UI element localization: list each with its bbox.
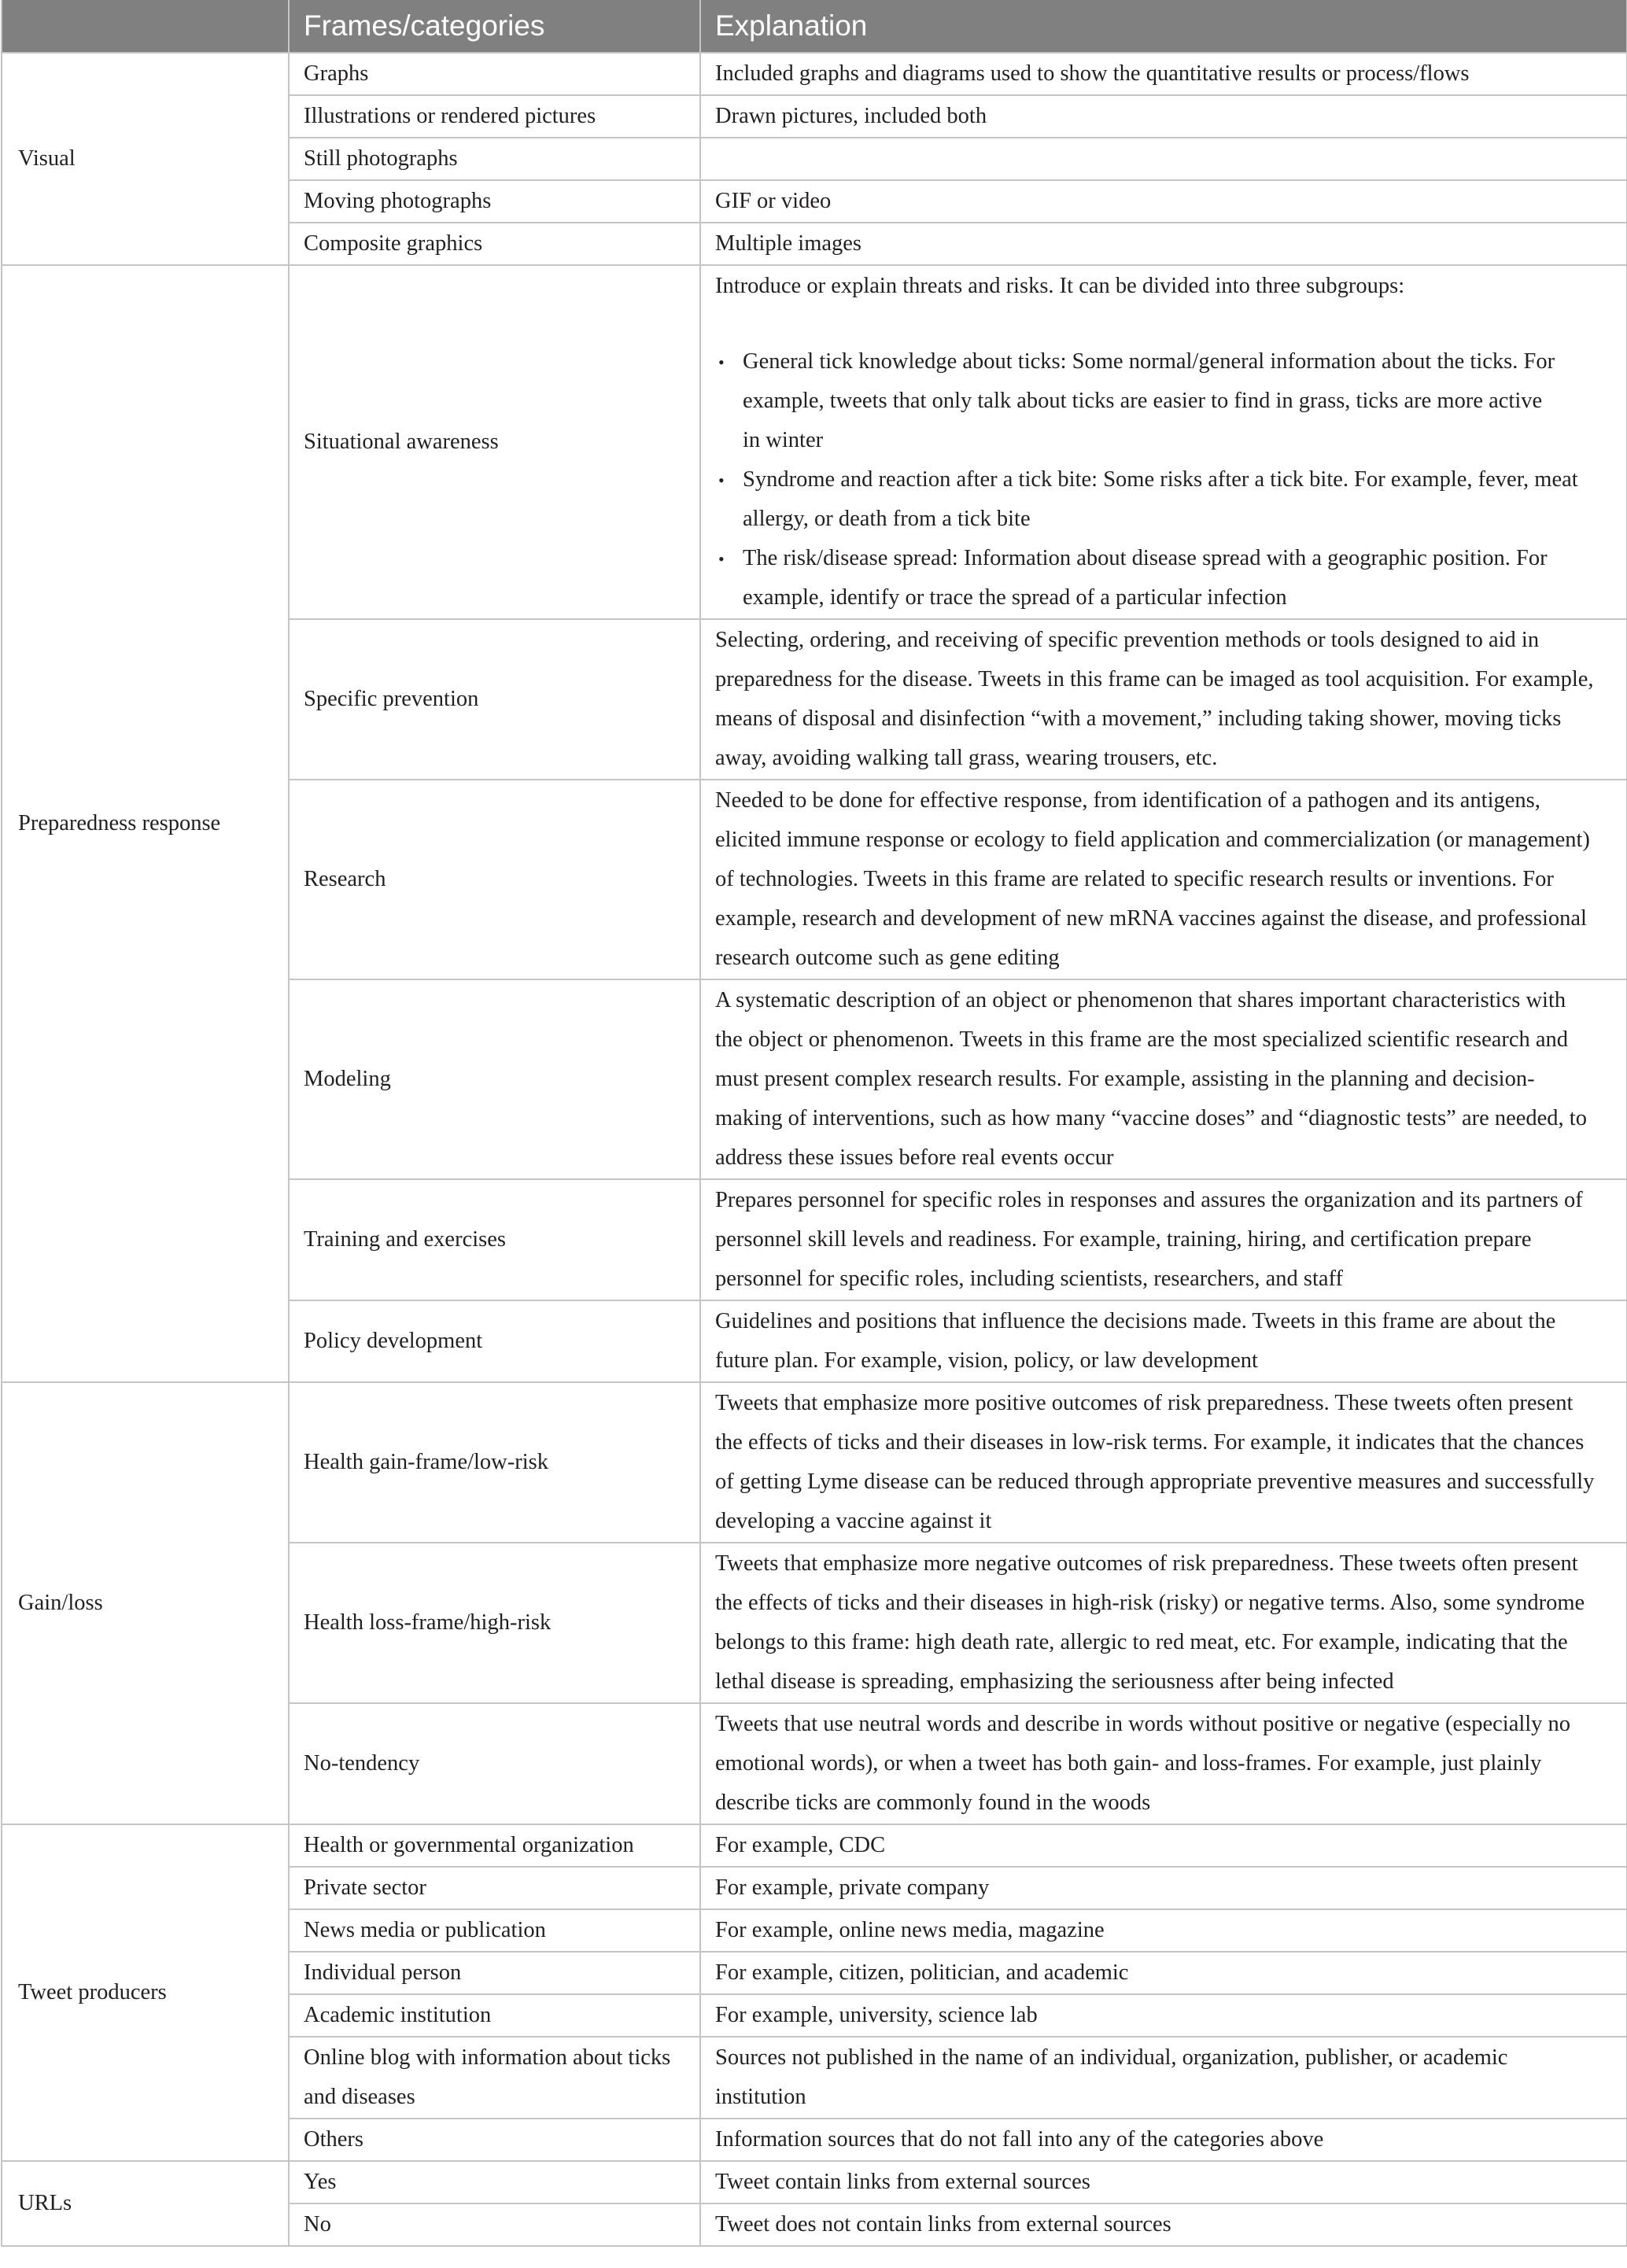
category-cell — [289, 95, 700, 138]
frames-table — [1, 0, 1627, 2247]
explanation-line: Tweets that emphasize more positive outcomes of risk preparedness. These tweets often present — [715, 1391, 1574, 1415]
explanation-line: Tweet contain links from external sources — [715, 2170, 1090, 2194]
category-label: Others — [304, 2127, 363, 2152]
bullet-line: General tick knowledge about ticks: Some normal/general information about the ticks. For — [743, 349, 1555, 374]
explanation-line: the effects of ticks and their diseases in low-risk terms. For example, it indicates that the chances — [715, 1430, 1585, 1455]
table-row — [2, 2161, 1627, 2203]
explanation-line: Drawn pictures, included both — [715, 104, 987, 128]
explanation-cell — [700, 1382, 1627, 1543]
table-row — [2, 265, 1627, 619]
category-cell — [289, 223, 700, 265]
explanation-line: address these issues before real events occur — [715, 1145, 1114, 1170]
explanation-cell — [700, 1994, 1627, 2037]
explanation-line: Tweet does not contain links from external sources — [715, 2212, 1171, 2237]
header-row — [2, 0, 1627, 53]
header-categories-label: Frames/categories — [289, 0, 700, 53]
category-label: Modeling — [304, 1067, 391, 1091]
group-name-gain-loss: Gain/loss — [2, 1382, 289, 1824]
group-name-tweet-producers: Tweet producers — [2, 1824, 289, 2161]
table-row — [2, 1824, 1627, 1867]
explanation-line: lethal disease is spreading, emphasizing the seriousness after being infected — [715, 1669, 1394, 1694]
category-label: Specific prevention — [304, 687, 479, 711]
category-label: News media or publication — [304, 1918, 546, 1942]
explanation-line: Included graphs and diagrams used to show the quantitative results or process/flows — [715, 61, 1470, 86]
category-label: Policy development — [304, 1329, 483, 1353]
category-cell — [289, 1543, 700, 1703]
group-name-urls: URLs — [2, 2161, 289, 2246]
bullet-line: allergy, or death from a tick bite — [743, 507, 1031, 531]
explanation-line: Introduce or explain threats and risks. It can be divided into three subgroups: — [715, 274, 1405, 298]
explanation-line: Sources not published in the name of an individual, organization, publisher, or academic — [715, 2045, 1508, 2070]
explanation-line: GIF or video — [715, 189, 832, 213]
explanation-cell — [700, 1867, 1627, 1909]
explanation-line: For example, university, science lab — [715, 2003, 1038, 2027]
explanation-line: Guidelines and positions that influence the decisions made. Tweets in this frame are about the — [715, 1309, 1556, 1333]
bullet-line: The risk/disease spread: Information about disease spread with a geographic position. For — [743, 546, 1548, 570]
explanation-cell — [700, 1703, 1627, 1824]
category-cell — [289, 1994, 700, 2037]
explanation-cell — [700, 2037, 1627, 2119]
explanation-line: example, research and development of new mRNA vaccines against the disease, and professional — [715, 906, 1587, 931]
explanation-line: A systematic description of an object or phenomenon that shares important characteristics with — [715, 988, 1566, 1012]
explanation-cell — [700, 1300, 1627, 1382]
bullet-list-item — [715, 460, 1612, 539]
explanation-cell — [700, 1179, 1627, 1300]
table-header — [2, 0, 1627, 53]
group-name-preparedness-response: Preparedness response — [2, 265, 289, 1382]
explanation-cell — [700, 979, 1627, 1179]
explanation-line: Prepares personnel for specific roles in responses and assures the organization and its partners of — [715, 1188, 1583, 1212]
explanation-line: For example, citizen, politician, and academic — [715, 1960, 1129, 1985]
category-cell — [289, 1703, 700, 1824]
bullet-line: Syndrome and reaction after a tick bite: Some risks after a tick bite. For example, fever, meat — [743, 467, 1578, 492]
category-cell — [289, 1909, 700, 1952]
category-cell — [289, 2161, 700, 2203]
explanation-line: For example, private company — [715, 1875, 990, 1900]
explanation-line: describe ticks are commonly found in the woods — [715, 1790, 1151, 1815]
category-label: No-tendency — [304, 1751, 420, 1776]
table-row — [2, 53, 1627, 95]
category-label: Yes — [304, 2170, 337, 2194]
category-label: Health loss-frame/high-risk — [304, 1610, 552, 1635]
category-label: Individual person — [304, 1960, 462, 1985]
category-cell — [289, 180, 700, 223]
explanation-line: Tweets that use neutral words and describe in words without positive or negative (especially no — [715, 1712, 1571, 1736]
explanation-line: For example, CDC — [715, 1833, 886, 1857]
category-label: Still photographs — [304, 146, 458, 171]
header-explanation-label: Explanation — [700, 0, 1627, 53]
explanation-line: future plan. For example, vision, policy, or law development — [715, 1348, 1258, 1373]
explanation-cell — [700, 1909, 1627, 1952]
bullet-icon — [718, 539, 725, 579]
explanation-line: the effects of ticks and their diseases in high-risk (risky) or negative terms. Also, some syndrome — [715, 1591, 1585, 1615]
explanation-line: elicited immune response or ecology to field application and commercialization (or management) — [715, 828, 1590, 852]
category-label: Moving photographs — [304, 189, 492, 213]
category-label: Health or governmental organization — [304, 1833, 634, 1857]
explanation-cell — [700, 138, 1627, 180]
bullet-line: example, tweets that only talk about ticks are easier to find in grass, ticks are more active — [743, 389, 1543, 413]
explanation-cell — [700, 95, 1627, 138]
category-cell — [289, 979, 700, 1179]
explanation-cell — [700, 1824, 1627, 1867]
bullet-icon — [718, 460, 725, 500]
category-label: Academic institution — [304, 2003, 492, 2027]
category-cell — [289, 1179, 700, 1300]
explanation-line: away, avoiding walking tall grass, wearing trousers, etc. — [715, 746, 1218, 770]
explanation-cell — [700, 180, 1627, 223]
explanation-line: belongs to this frame: high death rate, allergic to red meat, etc. For example, indicating that the — [715, 1630, 1568, 1654]
explanation-line: means of disposal and disinfection “with a movement,” including taking shower, moving ticks — [715, 706, 1562, 731]
explanation-line: personnel for specific roles, including scientists, researchers, and staff — [715, 1267, 1343, 1291]
explanation-line: Multiple images — [715, 231, 862, 256]
table-body — [2, 53, 1627, 2246]
explanation-line: the object or phenomenon. Tweets in this frame are the most specialized scientific research and — [715, 1027, 1569, 1052]
category-cell — [289, 2203, 700, 2246]
explanation-line: of technologies. Tweets in this frame are related to specific research results or inventions. For — [715, 867, 1554, 891]
category-cell — [289, 1952, 700, 1994]
bullet-icon — [718, 342, 725, 382]
category-cell — [289, 1824, 700, 1867]
table-row — [2, 1382, 1627, 1543]
explanation-line: developing a vaccine against it — [715, 1509, 992, 1533]
category-label: Composite graphics — [304, 231, 483, 256]
category-label: Online blog with information about ticks — [304, 2045, 671, 2070]
explanation-cell — [700, 780, 1627, 979]
category-label: Training and exercises — [304, 1227, 506, 1252]
category-label: and diseases — [304, 2085, 415, 2109]
explanation-line: research outcome such as gene editing — [715, 946, 1060, 970]
explanation-line: Information sources that do not fall into any of the categories above — [715, 2127, 1324, 2152]
bullet-line: example, identify or trace the spread of a particular infection — [743, 585, 1287, 610]
explanation-line: emotional words), or when a tweet has both gain- and loss-frames. For example, just plainly — [715, 1751, 1542, 1776]
explanation-line: preparedness for the disease. Tweets in this frame can be imaged as tool acquisition. For example, — [715, 667, 1594, 691]
explanation-line: of getting Lyme disease can be reduced through appropriate preventive measures and successfully — [715, 1470, 1595, 1494]
category-cell — [289, 1382, 700, 1543]
category-label: Graphs — [304, 61, 369, 86]
category-cell — [289, 138, 700, 180]
category-label: Research — [304, 867, 386, 891]
explanation-cell — [700, 2119, 1627, 2161]
explanation-line: must present complex research results. For example, assisting in the planning and decision- — [715, 1067, 1535, 1091]
header-empty-cell — [2, 0, 289, 53]
explanation-cell — [700, 2161, 1627, 2203]
explanation-cell — [700, 265, 1627, 619]
category-cell — [289, 780, 700, 979]
explanation-cell — [700, 53, 1627, 95]
category-cell — [289, 265, 700, 619]
bullet-list-item — [715, 342, 1612, 460]
list-spacer — [715, 306, 1612, 342]
category-label: Health gain-frame/low-risk — [304, 1450, 549, 1474]
bullet-line: in winter — [743, 428, 824, 452]
explanation-line: making of interventions, such as how many “vaccine doses” and “diagnostic tests” are needed, to — [715, 1106, 1587, 1130]
category-label: Situational awareness — [304, 430, 499, 454]
category-cell — [289, 53, 700, 95]
explanation-cell — [700, 223, 1627, 265]
category-label: Illustrations or rendered pictures — [304, 104, 596, 128]
explanation-line: For example, online news media, magazine — [715, 1918, 1105, 1942]
explanation-cell — [700, 619, 1627, 780]
category-cell — [289, 2119, 700, 2161]
category-cell — [289, 2037, 700, 2119]
explanation-line: Needed to be done for effective response, from identification of a pathogen and its antigens, — [715, 788, 1540, 813]
explanation-cell — [700, 1952, 1627, 1994]
bullet-list-item — [715, 539, 1612, 618]
category-label: Private sector — [304, 1875, 426, 1900]
explanation-line: Tweets that emphasize more negative outcomes of risk preparedness. These tweets often present — [715, 1551, 1578, 1576]
explanation-line: Selecting, ordering, and receiving of specific prevention methods or tools designed to aid in — [715, 628, 1540, 652]
explanation-line: personnel skill levels and readiness. For example, training, hiring, and certification prepare — [715, 1227, 1532, 1252]
category-cell — [289, 619, 700, 780]
group-name-visual: Visual — [2, 53, 289, 265]
category-cell — [289, 1300, 700, 1382]
category-cell — [289, 1867, 700, 1909]
category-label: No — [304, 2212, 331, 2237]
explanation-cell — [700, 1543, 1627, 1703]
explanation-line: institution — [715, 2085, 806, 2109]
explanation-cell — [700, 2203, 1627, 2246]
